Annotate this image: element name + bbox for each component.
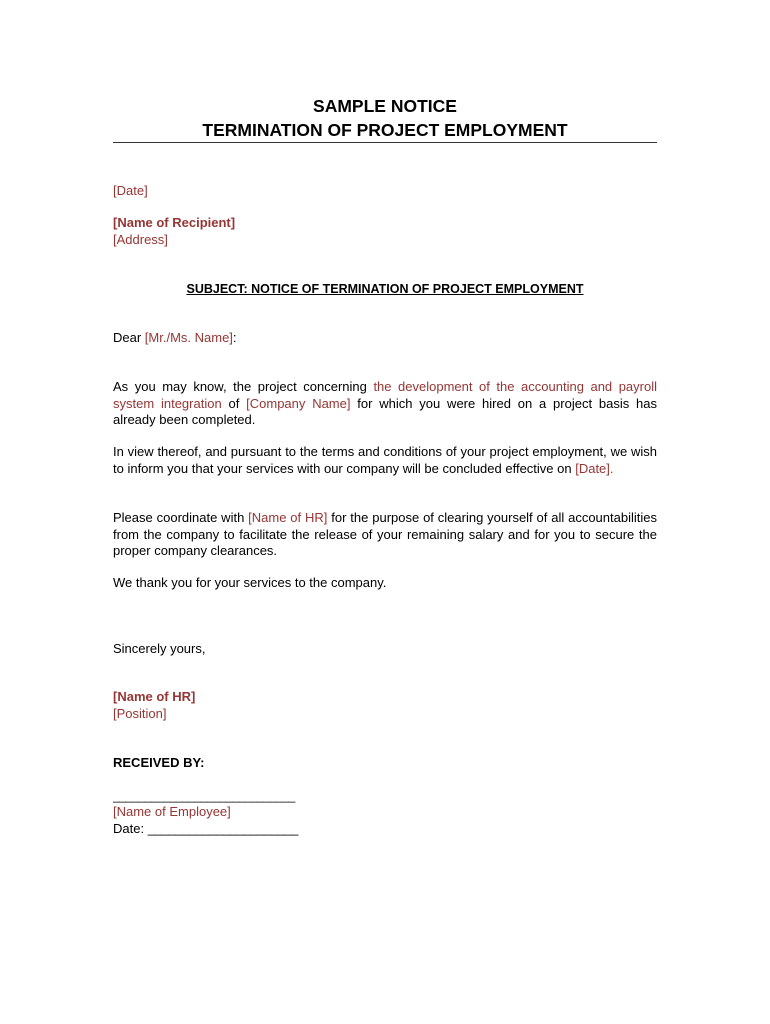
salutation-suffix: : [232, 330, 237, 345]
effective-date: [Date]. [575, 460, 614, 476]
received-by-label: RECEIVED BY: [113, 755, 205, 770]
signer-block [113, 689, 657, 722]
signature-line: _____________________________ [113, 789, 295, 803]
paragraph-2-text: In view thereof, and pursuant to the terms and conditions of your project employment, we wish to inform you that your services with our company will be concluded effective on [113, 444, 657, 476]
employee-name: [Name of Employee] [113, 804, 231, 819]
paragraph-1-text-c: of [221, 395, 247, 411]
title-line-1: SAMPLE NOTICE [313, 96, 457, 116]
company-name: [Company Name] [246, 395, 351, 411]
paragraph-4: We thank you for your services to the company. [113, 575, 387, 590]
paragraph-3-text-a: Please coordinate with [113, 510, 249, 525]
subject-line: SUBJECT: NOTICE OF TERMINATION OF PROJECT EMPLOYMENT [186, 282, 584, 296]
signer-position: [Position] [113, 705, 167, 721]
hr-name: [Name of HR] [248, 510, 328, 525]
paragraph-1-text-e: for which you were hired on a project basis has already been completed. [113, 395, 657, 427]
date-line: ______________________ [147, 820, 298, 836]
paragraph-3 [113, 510, 657, 560]
paragraph-1-text-a: As you may know, the project concerning [113, 379, 374, 394]
recipient-name: [Name of Recipient] [113, 215, 236, 230]
paragraph-3-text-c: for the purpose of clearing yourself of all accountabilities from the company to facilitate the release of your remaining salary and for you to secure the proper company clearances. [113, 510, 657, 558]
signer-name: [Name of HR] [113, 689, 196, 704]
recipient-address: [Address] [113, 231, 168, 247]
salutation-prefix: Dear [113, 330, 145, 345]
recipient-block [113, 215, 657, 248]
date-placeholder: [Date] [113, 183, 148, 198]
paragraph-1 [113, 379, 657, 429]
closing: Sincerely yours, [113, 641, 206, 656]
received-date [113, 821, 657, 838]
document-title [113, 94, 657, 143]
title-line-2: TERMINATION OF PROJECT EMPLOYMENT [202, 120, 568, 140]
project-description: the development of the accounting and payroll system integration [113, 379, 657, 411]
salutation [113, 330, 657, 347]
received-block [113, 788, 657, 837]
paragraph-2 [113, 444, 657, 477]
date-label: Date: [113, 820, 148, 836]
salutation-name: [Mr./Ms. Name] [144, 330, 233, 345]
